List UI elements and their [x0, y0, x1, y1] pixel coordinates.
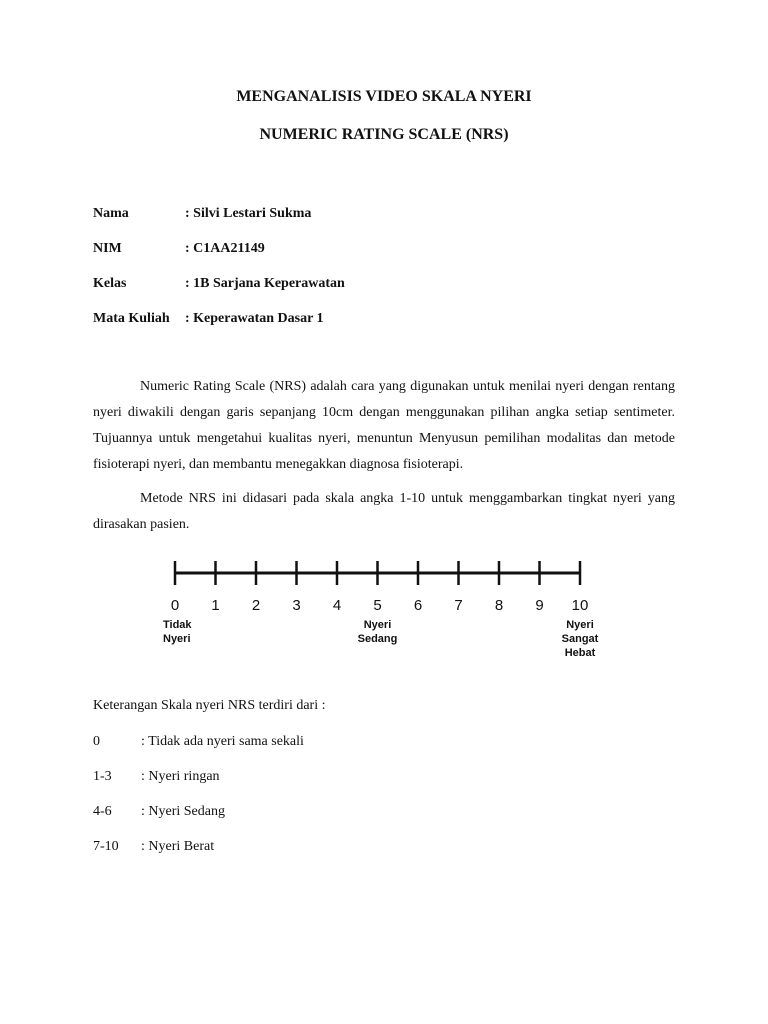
scale-tick-label: 5	[373, 597, 382, 614]
nrs-scale-svg	[152, 552, 612, 680]
legend-desc: : Nyeri Berat	[141, 839, 215, 854]
nrs-scale-figure	[152, 552, 612, 680]
scale-anchor-label: Nyeri	[363, 619, 392, 631]
scale-anchor-label: Nyeri	[566, 619, 594, 631]
legend-range: 7-10	[93, 839, 119, 854]
scale-anchor-label: Sedang	[357, 633, 398, 645]
identity-value: : 1B Sarjana Keperawatan	[185, 276, 345, 291]
paragraph-method	[93, 486, 675, 538]
scale-anchor-label: Tidak	[163, 619, 192, 631]
identity-label: NIM	[93, 241, 122, 256]
scale-anchor-label: Hebat	[564, 647, 596, 659]
scale-tick-label: 7	[454, 597, 463, 614]
paragraph-method-text: Metode NRS ini didasari pada skala angka 1-10 untuk menggambarkan tingkat nyeri yang dirasakan pasien.	[93, 491, 675, 532]
identity-label: Nama	[93, 206, 129, 221]
identity-label: Kelas	[93, 276, 127, 291]
legend-row	[93, 734, 304, 750]
scale-tick-label: 2	[251, 597, 261, 614]
scale-anchor-label: Nyeri	[163, 633, 191, 645]
legend-range: 0	[93, 734, 100, 749]
keterangan-heading: Keterangan Skala nyeri NRS terdiri dari :	[93, 698, 326, 713]
scale-tick-label: 6	[413, 597, 423, 614]
legend-desc: : Nyeri Sedang	[141, 804, 225, 819]
legend-range: 1-3	[93, 769, 112, 784]
identity-row-nama	[93, 206, 311, 222]
scale-tick-label: 10	[571, 597, 589, 614]
identity-value: : C1AA21149	[185, 241, 265, 256]
legend-range: 4-6	[93, 804, 112, 819]
scale-tick-label: 1	[211, 597, 220, 614]
paragraph-intro-text: Numeric Rating Scale (NRS) adalah cara yang digunakan untuk menilai nyeri dengan rentang nyeri diwakili dengan garis sepanjang 10cm dengan menggunakan pilihan angka setiap sentimeter. Tujuannya untuk mengetahui kualitas nyeri, menuntun Menyusun pemilihan modalitas dan metode fisioterapi nyeri, dan membantu menegakkan diagnosa fisioterapi.	[93, 379, 675, 472]
scale-tick-label: 4	[332, 597, 342, 614]
paragraph-intro	[93, 374, 675, 478]
scale-tick-label: 0	[170, 597, 180, 614]
document-title: MENGANALISIS VIDEO SKALA NYERI	[236, 88, 532, 105]
identity-value: : Silvi Lestari Sukma	[185, 206, 312, 221]
scale-anchor-label: Sangat	[561, 633, 599, 645]
identity-label: Mata Kuliah	[93, 311, 170, 326]
scale-tick-label: 3	[292, 597, 301, 614]
identity-row-nim	[93, 241, 265, 257]
legend-row	[93, 804, 225, 820]
document-subtitle: NUMERIC RATING SCALE (NRS)	[259, 126, 509, 143]
identity-row-mata-kuliah	[93, 311, 324, 327]
scale-tick-label: 8	[494, 597, 504, 614]
legend-desc: : Tidak ada nyeri sama sekali	[141, 734, 304, 749]
identity-value: : Keperawatan Dasar 1	[185, 311, 324, 326]
legend-row	[93, 769, 220, 785]
identity-row-kelas	[93, 276, 345, 292]
scale-tick-label: 9	[535, 597, 544, 614]
legend-desc: : Nyeri ringan	[141, 769, 220, 784]
legend-row	[93, 839, 214, 855]
